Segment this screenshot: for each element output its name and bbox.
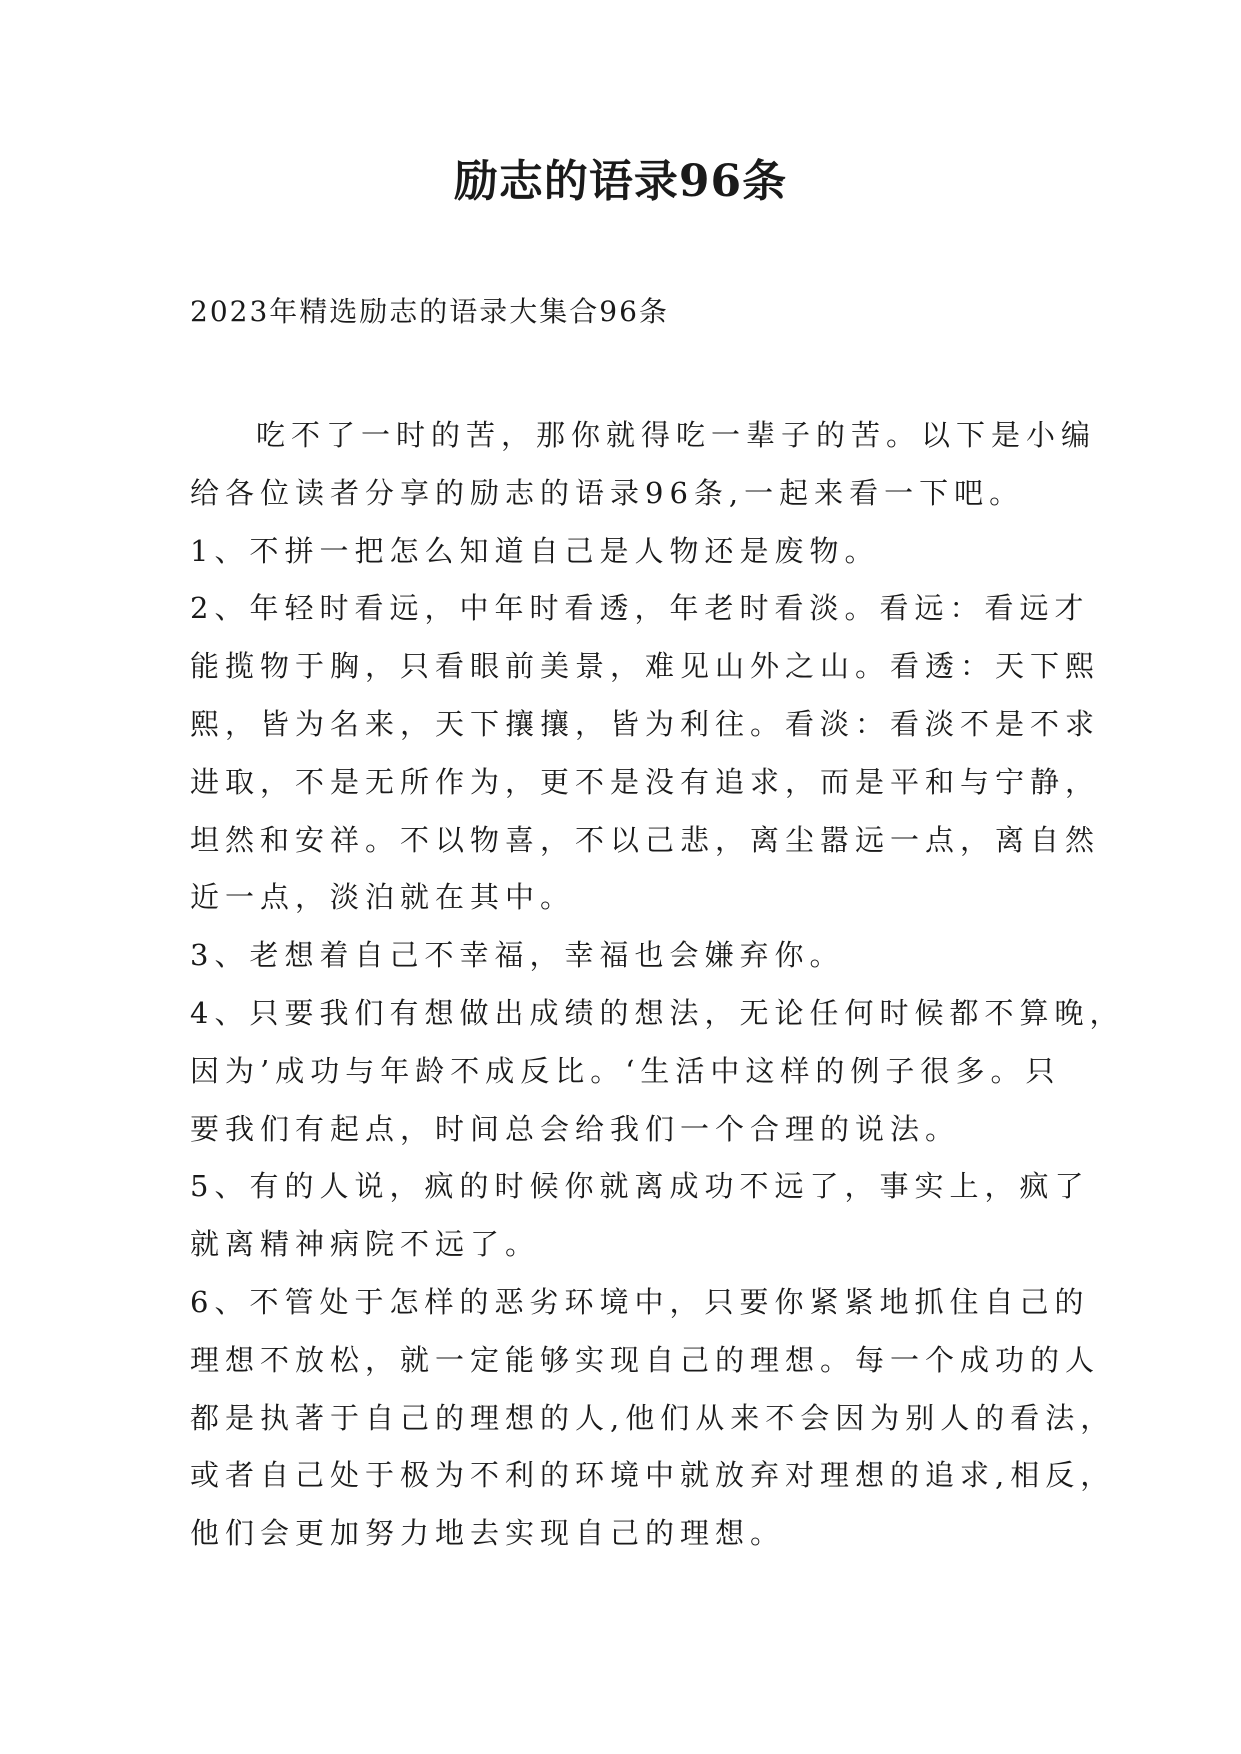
quote-line: 就离精神病院不远了。 (190, 1227, 541, 1262)
quote-line: 都是执著于自己的理想的人,他们从来不会因为别人的看法， (190, 1400, 1116, 1435)
document-subtitle: 2023年精选励志的语录大集合96条 (190, 295, 669, 328)
quote-line: 能揽物于胸，只看眼前美景，难见山外之山。看透：天下熙 (190, 649, 1101, 684)
quote-line: 他们会更加努力地去实现自己的理想。 (190, 1516, 786, 1551)
quote-line: 理想不放松，就一定能够实现自己的理想。每一个成功的人 (190, 1342, 1101, 1377)
quote-line: 4、只要我们有想做出成绩的想法，无论任何时候都不算晚， (190, 995, 1125, 1030)
quote-line: 要我们有起点，时间总会给我们一个合理的说法。 (190, 1111, 961, 1146)
paragraph-line: 给各位读者分享的励志的语录96条,一起来看一下吧。 (190, 475, 1025, 510)
quote-line: 近一点，淡泊就在其中。 (190, 880, 576, 915)
quote-line: 因为’成功与年龄不成反比。‘生活中这样的例子很多。只 (190, 1053, 1061, 1088)
paragraph-line: 吃不了一时的苦，那你就得吃一辈子的苦。以下是小编 (256, 418, 1097, 452)
document-body (190, 407, 1125, 1563)
quote-line: 或者自己处于极为不利的环境中就放弃对理想的追求,相反， (190, 1458, 1116, 1493)
document-title: 励志的语录96条 (453, 156, 788, 207)
quote-line: 进取，不是无所作为，更不是没有追求，而是平和与宁静， (190, 764, 1101, 799)
quote-line: 1、不拼一把怎么知道自己是人物还是废物。 (190, 533, 880, 568)
quote-line: 5、有的人说，疯的时候你就离成功不远了，事实上，疯了 (190, 1169, 1090, 1204)
quote-line: 熙，皆为名来，天下攘攘，皆为利往。看淡：看淡不是不求 (190, 706, 1101, 741)
quote-line: 3、老想着自己不幸福，幸福也会嫌弃你。 (190, 938, 845, 973)
quote-line: 6、不管处于怎样的恶劣环境中，只要你紧紧地抓住自己的 (190, 1284, 1090, 1319)
quote-line: 坦然和安祥。不以物喜，不以己悲，离尘嚣远一点，离自然 (190, 822, 1101, 857)
quote-line: 2、年轻时看远，中年时看透，年老时看淡。看远：看远才 (190, 591, 1090, 626)
